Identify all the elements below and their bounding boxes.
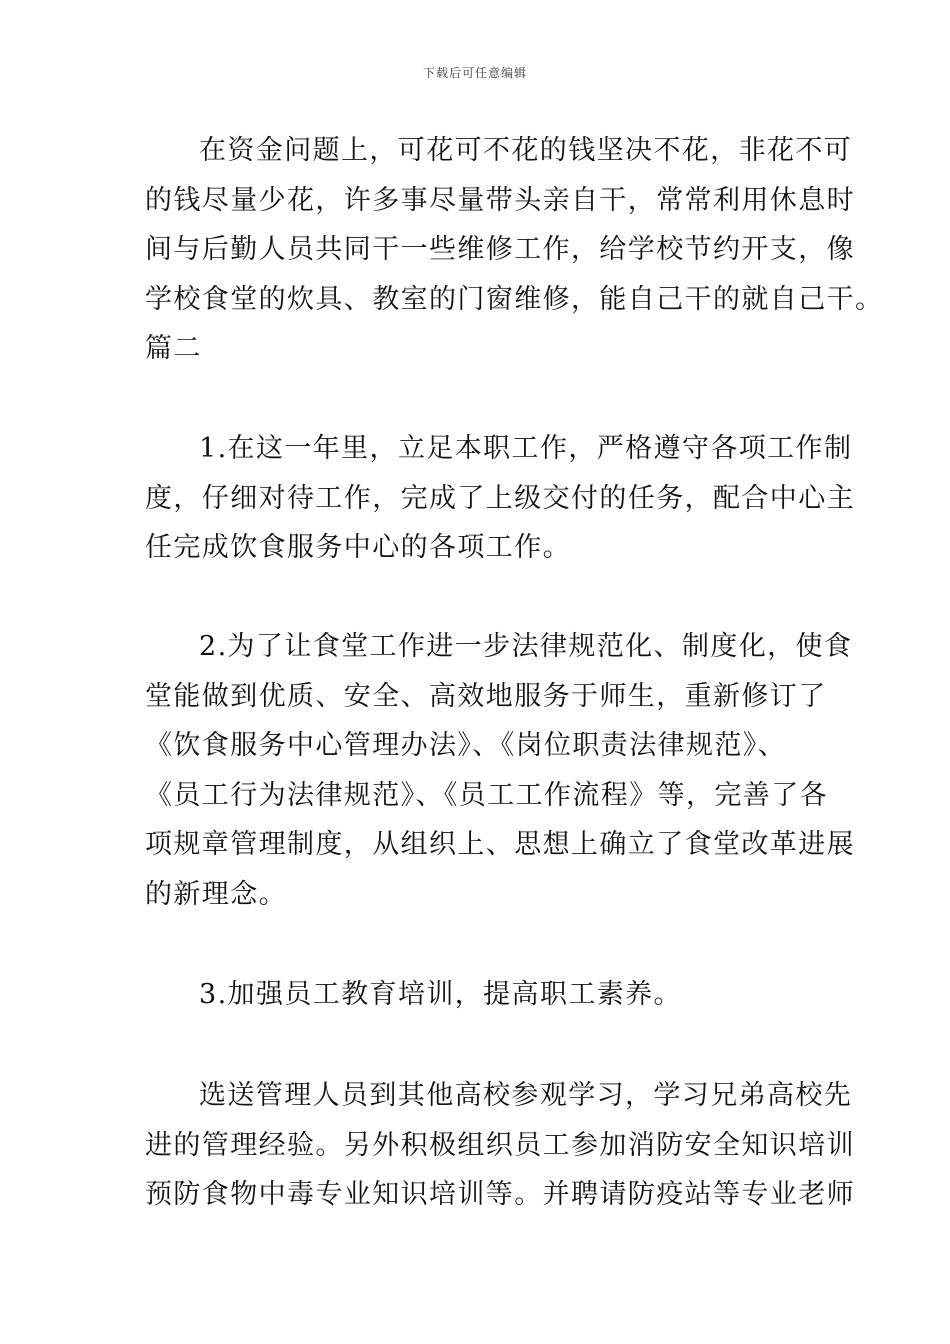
section-heading — [145, 324, 810, 374]
text-line: 2.为了让食堂工作进一步法律规范化、制度化，使食 — [199, 631, 853, 662]
text-line: 3.加强员工教育培训，提高职工素养。 — [199, 979, 682, 1010]
text-line: 的钱尽量少花，许多事尽量带头亲自干，常常利用休息时 — [145, 184, 855, 216]
text-line: 任完成饮食服务中心的各项工作。 — [145, 532, 571, 563]
text-line: 在资金问题上，可花可不花的钱坚决不花，非花不可 — [199, 135, 853, 166]
text-line: 项规章管理制度，从组织上、思想上确立了食堂改革进展 — [145, 829, 855, 860]
text-line: 度，仔细对待工作，完成了上级交付的任务，配合中心主 — [145, 482, 855, 514]
paragraph-item-3 — [145, 970, 810, 1020]
text-line: 1.在这一年里，立足本职工作，严格遵守各项工作制 — [199, 433, 853, 464]
paragraph-training — [145, 1071, 855, 1220]
paragraph-funds — [145, 126, 884, 324]
text-line: 进的管理经验。另外积极组织员工参加消防安全知识培训 — [145, 1129, 855, 1161]
text-line: 学校食堂的炊具、教室的门窗维修，能自己干的就自己干。 — [145, 283, 884, 315]
text-line: 堂能做到优质、安全、高效地服务于师生，重新修订了 — [145, 680, 827, 712]
paragraph-item-1 — [145, 424, 855, 573]
paragraph-item-2 — [145, 622, 855, 919]
text-line: 选送管理人员到其他高校参观学习，学习兄弟高校先 — [199, 1080, 853, 1111]
text-line: 的新理念。 — [145, 878, 287, 910]
page-header: 下载后可任意编辑 — [422, 66, 527, 80]
text-line: 间与后勤人员共同干一些维修工作，给学校节约开支，像 — [145, 234, 855, 265]
text-line: 预防食物中毒专业知识培训等。并聘请防疫站等专业老师 — [145, 1179, 855, 1210]
text-line: 《员工行为法律规范》、《员工工作流程》等，完善了各 — [145, 779, 828, 811]
text-line: 《饮食服务中心管理办法》、《岗位职责法律规范》、 — [145, 730, 787, 761]
section-title: 篇二 — [145, 333, 202, 364]
